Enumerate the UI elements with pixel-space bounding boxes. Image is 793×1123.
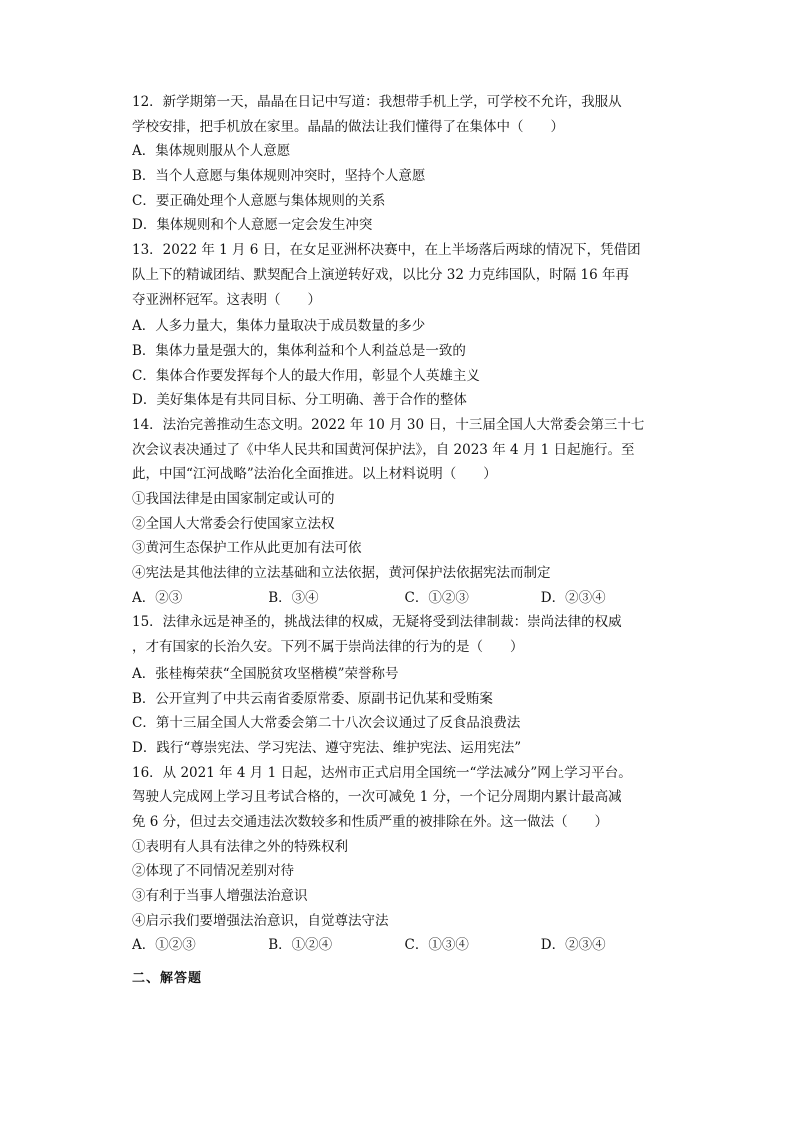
statement-1: ①我国法律是由国家制定或认可的 xyxy=(132,491,335,507)
question-stem-line: 12．新学期第一天，晶晶在日记中写道：我想带手机上学，可学校不允许，我服从 xyxy=(132,94,622,110)
option-c: C．要正确处理个人意愿与集体规则的关系 xyxy=(132,192,386,209)
question-stem-line: 夺亚洲杯冠军。这表明（ ） xyxy=(132,291,321,308)
question-stem-line: 队上下的精诚团结、默契配合上演逆转好戏，以比分 32 力克纬国队，时隔 16 年再 xyxy=(132,266,630,283)
option-a: A．集体规则服从个人意愿 xyxy=(132,143,291,160)
question-13 xyxy=(132,238,677,413)
choice-b: B．①②④ xyxy=(268,937,333,954)
statement-2: ②体现了不同情况差别对待 xyxy=(132,863,294,880)
choice-d: D．②③④ xyxy=(540,937,606,954)
question-stem-line: ，才有国家的长治久安。下列不属于崇尚法律的行为的是（ ） xyxy=(132,639,524,656)
choice-row xyxy=(132,586,677,611)
choice-a: A．①②③ xyxy=(132,937,196,954)
choice-c: C．①③④ xyxy=(404,937,469,954)
statement-3: ③黄河生态保护工作从此更加有法可依 xyxy=(132,540,362,557)
option-c: C．集体合作要发挥每个人的最大作用，彰显个人英雄主义 xyxy=(132,367,480,384)
question-15 xyxy=(132,610,677,760)
section-title: 二、解答题 xyxy=(132,971,203,986)
choice-c: C．①②③ xyxy=(404,589,469,606)
choice-row xyxy=(132,933,677,958)
option-b: B．当个人意愿与集体规则冲突时，坚持个人意愿 xyxy=(132,168,426,185)
choice-d: D．②③④ xyxy=(540,589,606,606)
statement-4: ④启示我们要增强法治意识，自觉尊法守法 xyxy=(132,912,389,929)
option-c: C．第十三届全国人大常委会第二十八次会议通过了反食品浪费法 xyxy=(132,715,521,732)
question-stem-line: 次会议表决通过了《中华人民共和国黄河保护法》，自 2023 年 4 月 1 日起施行。至 xyxy=(132,441,635,458)
question-stem-line: 驾驶人完成网上学习且考试合格的，一次可减免 1 分，一个记分周期内累计最高减 xyxy=(132,789,622,806)
statement-1: ①表明有人具有法律之外的特殊权利 xyxy=(132,838,348,855)
question-12 xyxy=(132,90,677,238)
option-d: D．美好集体是有共同目标、分工明确、善于合作的整体 xyxy=(132,392,467,409)
choice-b: B．③④ xyxy=(268,589,319,606)
question-14 xyxy=(132,413,677,611)
question-stem-line: 14．法治完善推动生态文明。2022 年 10 月 30 日，十三届全国人大常委会第三十七 xyxy=(132,416,645,433)
question-stem-line: 免 6 分，但过去交通违法次数较多和性质严重的被排除在外。这一做法（ ） xyxy=(132,813,609,830)
question-stem-line: 13．2022 年 1 月 6 日，在女足亚洲杯决赛中，在上半场落后两球的情况下，凭借团 xyxy=(132,242,641,259)
option-a: A．张桂梅荣获“全国脱贫攻坚楷模”荣誉称号 xyxy=(132,665,399,682)
option-b: B．集体力量是强大的，集体利益和个人利益总是一致的 xyxy=(132,342,466,359)
option-d: D．践行“尊崇宪法、学习宪法、遵守宪法、维护宪法、运用宪法” xyxy=(132,739,522,756)
option-d: D．集体规则和个人意愿一定会发生冲突 xyxy=(132,217,373,234)
question-list xyxy=(132,90,677,958)
choice-a: A．②③ xyxy=(132,589,183,606)
statement-2: ②全国人大常委会行使国家立法权 xyxy=(132,515,335,532)
question-stem-line: 学校安排，把手机放在家里。晶晶的做法让我们懂得了在集体中（ ） xyxy=(132,118,564,135)
statement-4: ④宪法是其他法律的立法基础和立法依据，黄河保护法依据宪法而制定 xyxy=(132,565,551,582)
question-stem-line: 15．法律永远是神圣的，挑战法律的权威，无疑将受到法律制裁：崇尚法律的权威 xyxy=(132,614,622,631)
question-16 xyxy=(132,761,677,959)
question-stem-line: 16．从 2021 年 4 月 1 日起，达州市正式启用全国统一“学法减分”网上学习平台。 xyxy=(132,764,632,781)
option-a: A．人多力量大，集体力量取决于成员数量的多少 xyxy=(132,318,426,335)
statement-3: ③有利于当事人增强法治意识 xyxy=(132,888,308,904)
option-b: B．公开宣判了中共云南省委原常委、原副书记仇某和受贿案 xyxy=(132,690,493,707)
question-stem-line: 此，中国“江河战略”法治化全面推进。以上材料说明（ ） xyxy=(132,466,497,483)
